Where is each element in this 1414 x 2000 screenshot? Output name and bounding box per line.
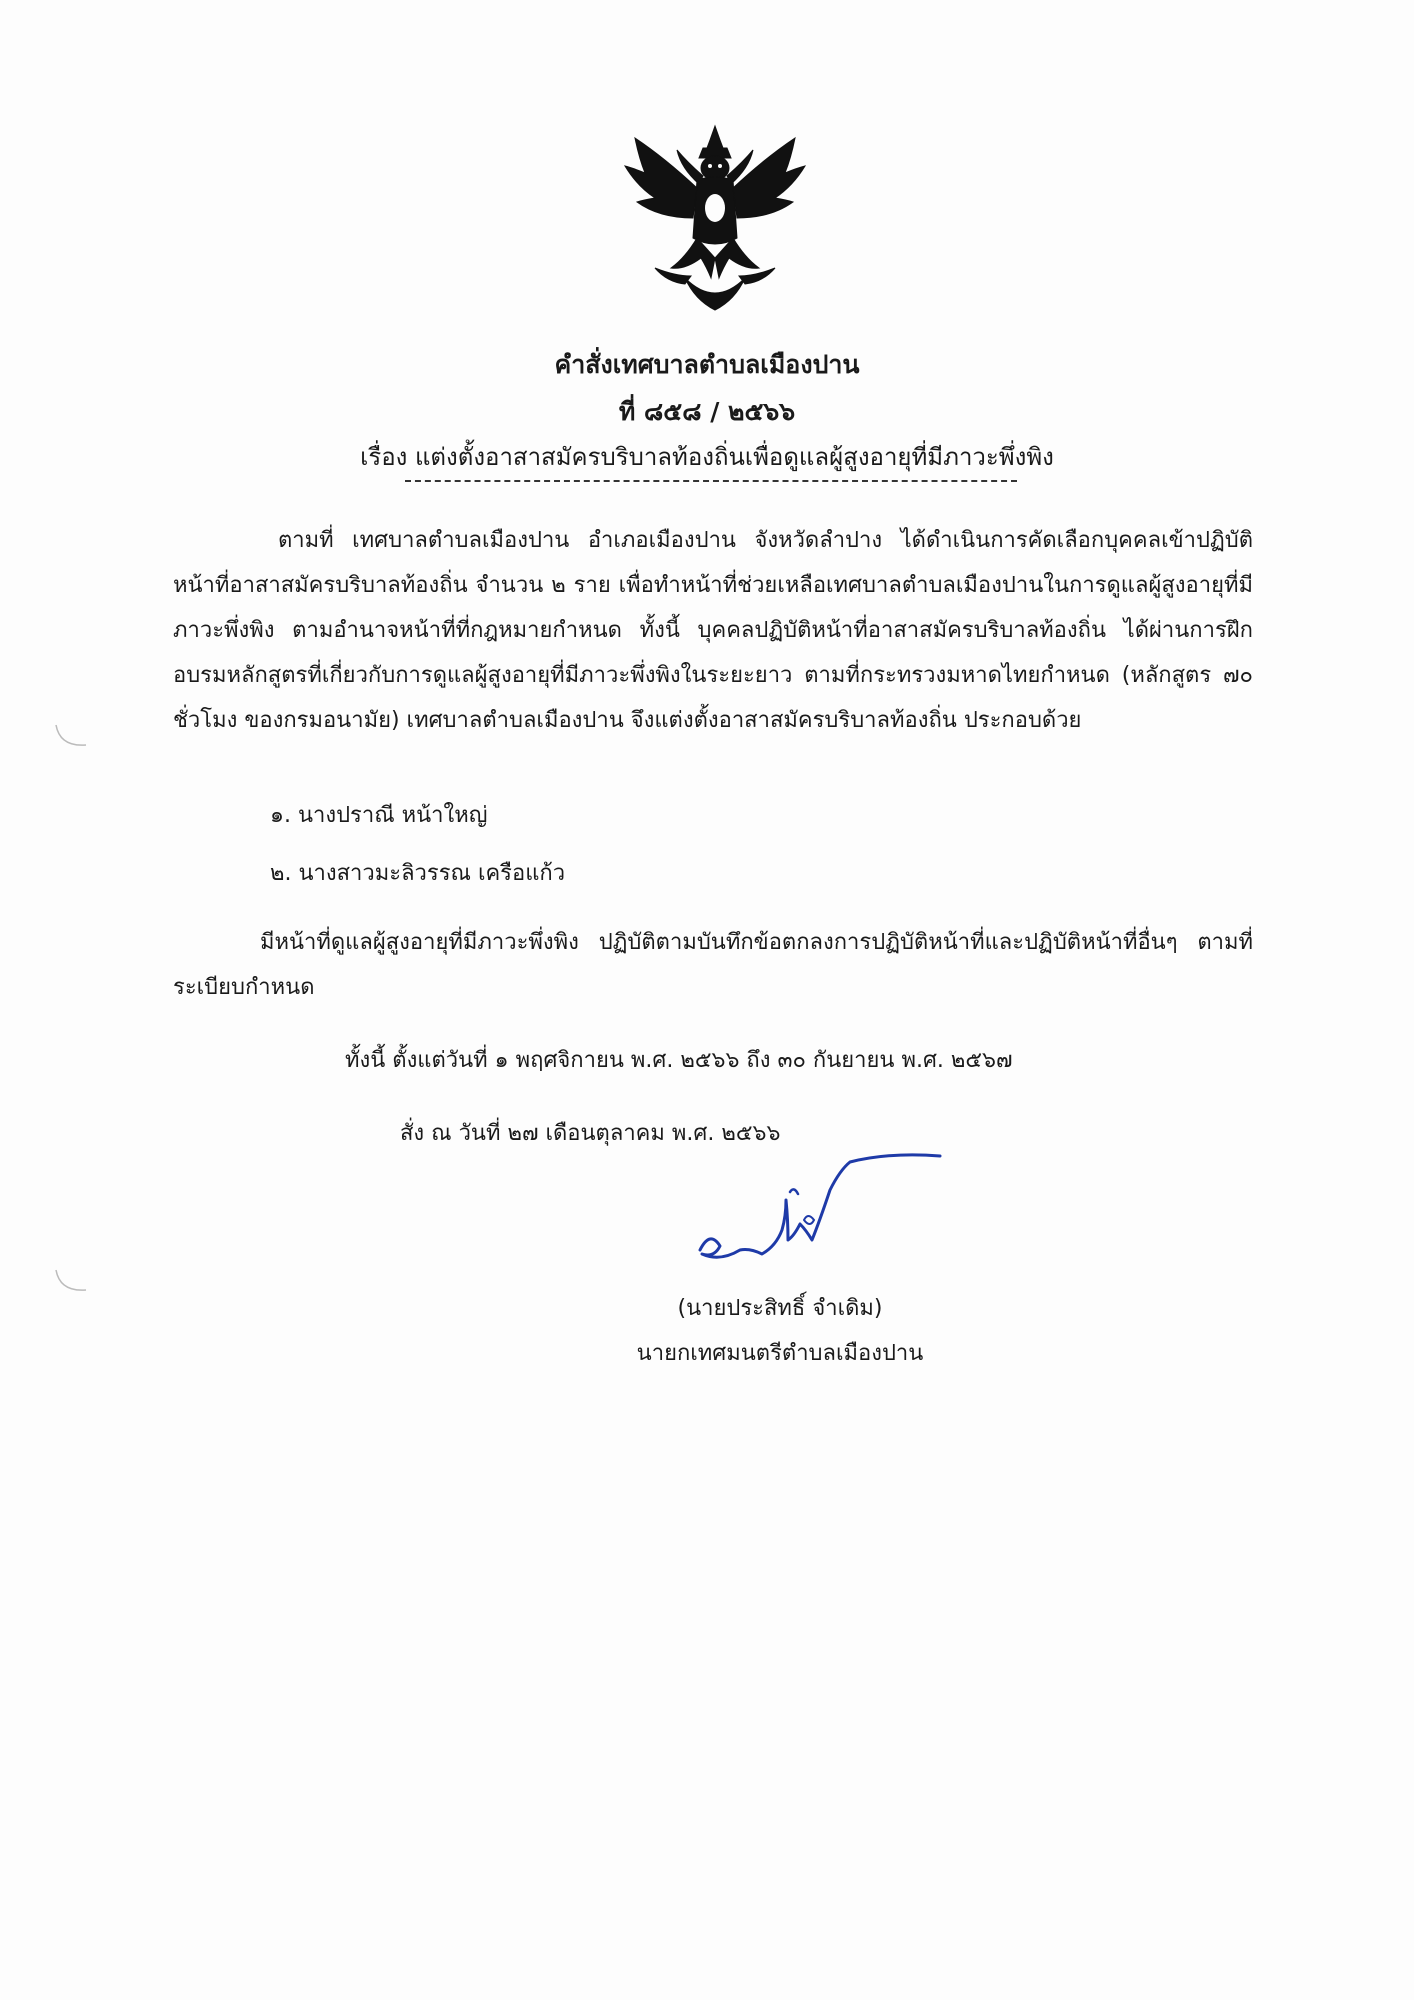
- signer-position: นายกเทศมนตรีตำบลเมืองปาน: [636, 1341, 924, 1366]
- effective-period: ทั้งนี้ ตั้งแต่วันที่ ๑ พฤศจิกายน พ.ศ. ๒๕๖๖ ถึง ๓๐ กันยายน พ.ศ. ๒๕๖๗: [345, 1048, 1013, 1073]
- signature-icon: [690, 1150, 950, 1280]
- order-subject: เรื่อง แต่งตั้งอาสาสมัครบริบาลท้องถิ่นเพื่อดูแลผู้สูงอายุที่มีภาวะพึ่งพิง: [360, 443, 1054, 471]
- punch-hole-icon: [50, 1250, 100, 1300]
- body-paragraph-1: ตามที่ เทศบาลตำบลเมืองปาน อำเภอเมืองปาน จังหวัดลำปาง ได้ดำเนินการคัดเลือกบุคคลเข้าปฏิบัติหน้าที่อาสาสมัครบริบาลท้องถิ่น จำนวน ๒ ราย เพื่อทำหน้าที่ช่วยเหลือเทศบาลตำบลเมืองปานในการดูแลผู้สูงอายุที่มีภาวะพึ่งพิง ตามอำนาจหน้าที่ที่กฎหมายกำหนด ทั้งนี้ บุคคลปฏิบัติหน้าที่อาสาสมัครบริบาลท้องถิ่น ได้ผ่านการฝึกอบรมหลักสูตรที่เกี่ยวกับการดูแลผู้สูงอายุที่มีภาวะพึ่งพิงในระยะยาว ตามที่กระทรวงมหาดไทยกำหนด (หลักสูตร ๗๐ ชั่วโมง ของกรมอนามัย) เทศบาลตำบลเมืองปาน จึงแต่งตั้งอาสาสมัครบริบาลท้องถิ่น ประกอบด้วย: [173, 528, 1253, 733]
- appointee-1: ๑. นางปราณี หน้าใหญ่: [270, 803, 488, 828]
- appointee-2: ๒. นางสาวมะลิวรรณ เครือแก้ว: [270, 861, 566, 886]
- order-number: ที่ ๘๕๘ / ๒๕๖๖: [618, 397, 796, 426]
- body-paragraph-2: มีหน้าที่ดูแลผู้สูงอายุที่มีภาวะพึ่งพิง ปฏิบัติตามบันทึกข้อตกลงการปฏิบัติหน้าที่และปฏิบัติหน้าที่อื่นๆ ตามที่ระเบียบกำหนด: [173, 930, 1253, 1000]
- punch-hole-icon: [50, 705, 100, 755]
- signer-name: (นายประสิทธิ์ จำเดิม): [677, 1296, 883, 1321]
- divider: [405, 480, 1017, 482]
- order-date: สั่ง ณ วันที่ ๒๗ เดือนตุลาคม พ.ศ. ๒๕๖๖: [400, 1121, 781, 1146]
- garuda-emblem-icon: [615, 118, 815, 318]
- order-title: คำสั่งเทศบาลตำบลเมืองปาน: [554, 350, 860, 379]
